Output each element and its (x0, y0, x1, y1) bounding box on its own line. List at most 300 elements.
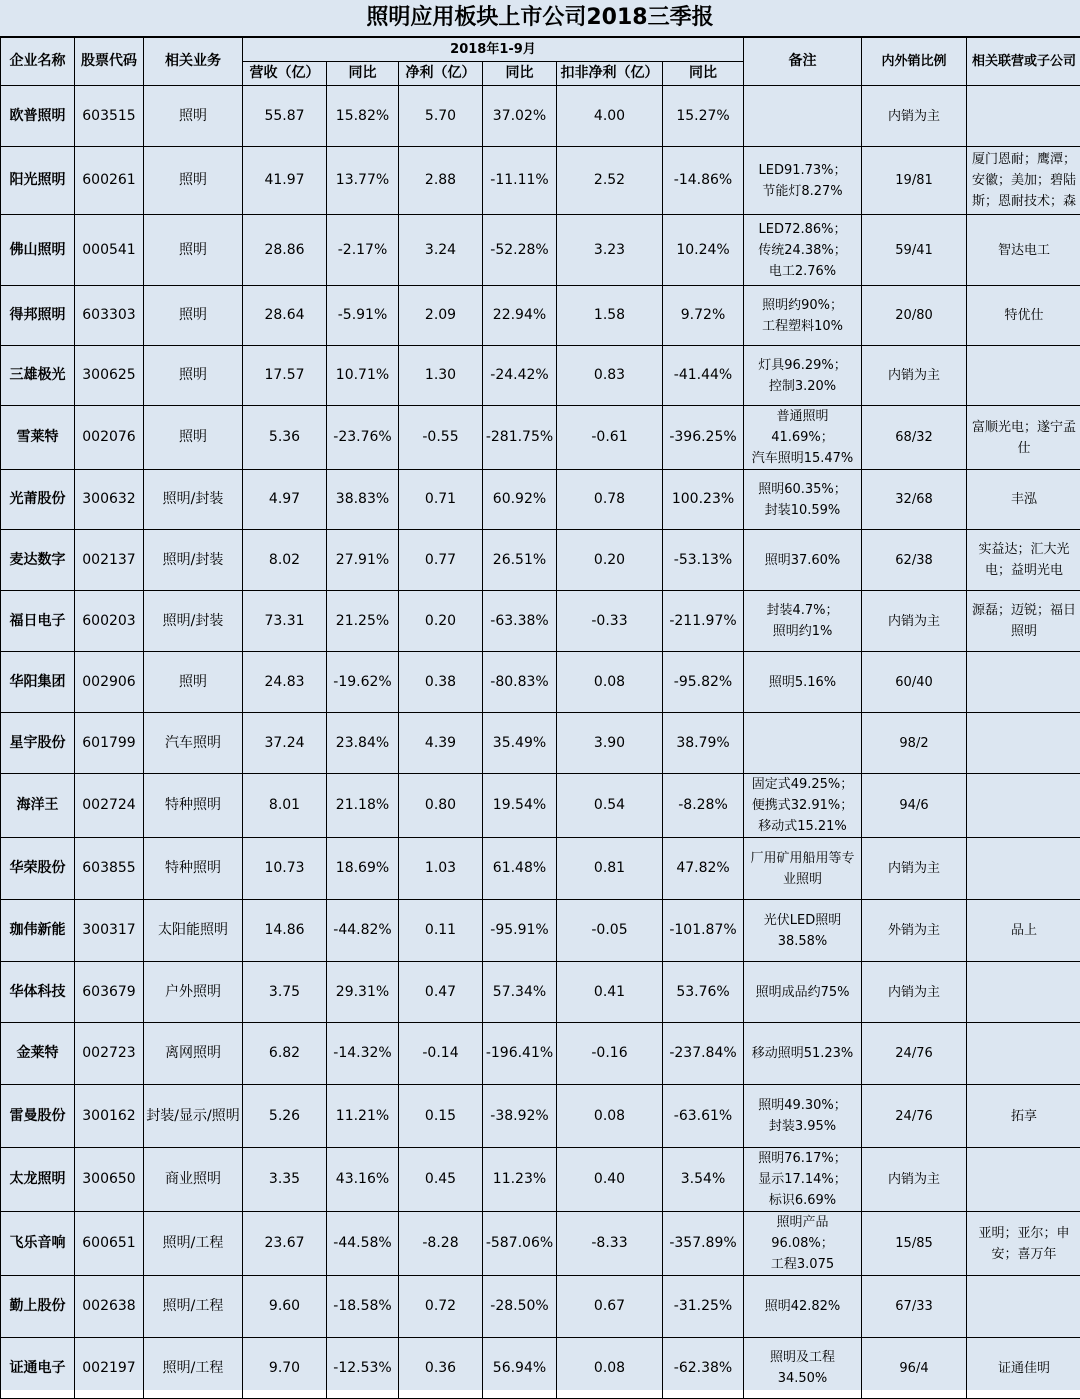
code-cell: 300317 (75, 900, 144, 962)
net-profit-cell: 1.30 (399, 346, 483, 406)
revenue-yoy-cell: 11.21% (327, 1085, 399, 1148)
revenue-yoy-cell: 21.25% (327, 591, 399, 652)
adj-net-profit-cell: 0.83 (557, 346, 663, 406)
revenue-yoy-cell: -18.58% (327, 1276, 399, 1338)
revenue-cell: 37.24 (243, 713, 327, 774)
adj-net-profit-yoy-cell: -95.82% (663, 652, 744, 713)
net-profit-cell: 0.47 (399, 962, 483, 1023)
adj-net-profit-yoy-cell: 53.76% (663, 962, 744, 1023)
table-row (1, 286, 1080, 346)
table-row (1, 962, 1080, 1023)
remarks-cell (744, 1023, 862, 1085)
domestic-export-cell: 24/76 (862, 1023, 967, 1085)
net-profit-cell: 0.77 (399, 530, 483, 591)
remarks-cell (744, 1212, 862, 1276)
net-profit-cell: 3.24 (399, 215, 483, 286)
adj-net-profit-yoy-cell: -237.84% (663, 1023, 744, 1085)
company-cell: 华荣股份 (1, 838, 75, 900)
company-cell: 阳光照明 (1, 147, 75, 215)
company-cell: 飞乐音响 (1, 1212, 75, 1276)
net-profit-cell: 0.71 (399, 470, 483, 530)
revenue-yoy-cell: -2.17% (327, 215, 399, 286)
table-row (1, 1338, 1080, 1399)
table-row (1, 591, 1080, 652)
net-profit-yoy-cell: 26.51% (483, 530, 557, 591)
affiliates-line: 实益达；汇大光 (969, 539, 1079, 560)
business-cell: 照明 (144, 652, 243, 713)
company-cell: 太龙照明 (1, 1148, 75, 1212)
header-company: 企业名称 (1, 38, 75, 86)
net-profit-cell: 0.15 (399, 1085, 483, 1148)
company-cell: 欧普照明 (1, 86, 75, 147)
remarks-cell (744, 1276, 862, 1338)
code-cell: 002638 (75, 1276, 144, 1338)
company-cell: 金莱特 (1, 1023, 75, 1085)
remarks-line: 照明5.16% (746, 672, 859, 693)
revenue-yoy-cell: 43.16% (327, 1148, 399, 1212)
remarks-line: 照明约90%； (746, 295, 859, 316)
business-cell: 照明 (144, 215, 243, 286)
revenue-cell: 24.83 (243, 652, 327, 713)
revenue-cell: 3.75 (243, 962, 327, 1023)
affiliates-cell (967, 1276, 1080, 1338)
code-cell: 000541 (75, 215, 144, 286)
adj-net-profit-cell: -0.05 (557, 900, 663, 962)
net-profit-yoy-cell: 37.02% (483, 86, 557, 147)
remarks-cell (744, 1338, 862, 1399)
header-code: 股票代码 (75, 38, 144, 86)
domestic-export-cell: 32/68 (862, 470, 967, 530)
company-cell: 三雄极光 (1, 346, 75, 406)
domestic-export-cell: 67/33 (862, 1276, 967, 1338)
adj-net-profit-cell: 0.78 (557, 470, 663, 530)
affiliates-line: 特优仕 (969, 305, 1079, 326)
remarks-line: 厂用矿用船用等专 (746, 848, 859, 869)
net-profit-cell: -0.55 (399, 406, 483, 470)
affiliates-line: 安；喜万年 (969, 1244, 1079, 1265)
revenue-yoy-cell: -12.53% (327, 1338, 399, 1399)
domestic-export-cell: 24/76 (862, 1085, 967, 1148)
net-profit-yoy-cell: 22.94% (483, 286, 557, 346)
net-profit-yoy-cell: -11.11% (483, 147, 557, 215)
affiliates-cell (967, 962, 1080, 1023)
business-cell: 汽车照明 (144, 713, 243, 774)
table-row (1, 406, 1080, 470)
code-cell: 300632 (75, 470, 144, 530)
business-cell: 照明/工程 (144, 1338, 243, 1399)
remarks-cell (744, 838, 862, 900)
remarks-line: 工程塑料10% (746, 316, 859, 337)
code-cell: 300625 (75, 346, 144, 406)
affiliates-cell (967, 1085, 1080, 1148)
header-affiliates: 相关联营或子公司 (967, 38, 1080, 86)
company-cell: 光莆股份 (1, 470, 75, 530)
adj-net-profit-cell: 0.41 (557, 962, 663, 1023)
revenue-yoy-cell: -23.76% (327, 406, 399, 470)
table-row (1, 86, 1080, 147)
revenue-cell: 8.01 (243, 774, 327, 838)
domestic-export-cell: 62/38 (862, 530, 967, 591)
domestic-export-cell: 内销为主 (862, 838, 967, 900)
revenue-yoy-cell: 10.71% (327, 346, 399, 406)
domestic-export-cell: 内销为主 (862, 962, 967, 1023)
revenue-yoy-cell: 27.91% (327, 530, 399, 591)
header-revenue-yoy: 同比 (327, 62, 399, 86)
table-row (1, 652, 1080, 713)
revenue-cell: 9.60 (243, 1276, 327, 1338)
adj-net-profit-cell: 0.54 (557, 774, 663, 838)
company-cell: 海洋王 (1, 774, 75, 838)
remarks-line: 业照明 (746, 869, 859, 890)
adj-net-profit-cell: 0.08 (557, 1338, 663, 1399)
net-profit-cell: -8.28 (399, 1212, 483, 1276)
company-cell: 星宇股份 (1, 713, 75, 774)
remarks-line: 工程3.075 (746, 1254, 859, 1275)
net-profit-yoy-cell: -80.83% (483, 652, 557, 713)
table-row (1, 470, 1080, 530)
company-cell: 珈伟新能 (1, 900, 75, 962)
net-profit-cell: -0.14 (399, 1023, 483, 1085)
revenue-cell: 28.86 (243, 215, 327, 286)
net-profit-yoy-cell: -95.91% (483, 900, 557, 962)
affiliates-cell (967, 1338, 1080, 1399)
remarks-line: 移动式15.21% (746, 816, 859, 837)
remarks-line: 节能灯8.27% (746, 181, 859, 202)
remarks-line: 光伏LED照明 (746, 910, 859, 931)
remarks-cell (744, 470, 862, 530)
revenue-yoy-cell: 21.18% (327, 774, 399, 838)
revenue-yoy-cell: 18.69% (327, 838, 399, 900)
revenue-yoy-cell: -5.91% (327, 286, 399, 346)
adj-net-profit-cell: 4.00 (557, 86, 663, 147)
adj-net-profit-cell: 0.08 (557, 1085, 663, 1148)
table-row (1, 713, 1080, 774)
code-cell: 002724 (75, 774, 144, 838)
affiliates-cell (967, 838, 1080, 900)
remarks-cell (744, 713, 862, 774)
remarks-cell (744, 147, 862, 215)
affiliates-line: 照明 (969, 621, 1079, 642)
net-profit-cell: 2.88 (399, 147, 483, 215)
domestic-export-cell: 外销为主 (862, 900, 967, 962)
adj-net-profit-yoy-cell: 15.27% (663, 86, 744, 147)
adj-net-profit-cell: 0.08 (557, 652, 663, 713)
revenue-yoy-cell: 23.84% (327, 713, 399, 774)
adj-net-profit-yoy-cell: -14.86% (663, 147, 744, 215)
affiliates-line: 厦门恩耐；鹰潭； (969, 149, 1079, 170)
affiliates-cell (967, 1023, 1080, 1085)
domestic-export-cell: 15/85 (862, 1212, 967, 1276)
revenue-cell: 6.82 (243, 1023, 327, 1085)
revenue-cell: 5.26 (243, 1085, 327, 1148)
domestic-export-cell: 内销为主 (862, 346, 967, 406)
table-row (1, 346, 1080, 406)
domestic-export-cell: 19/81 (862, 147, 967, 215)
adj-net-profit-yoy-cell: -211.97% (663, 591, 744, 652)
adj-net-profit-cell: 0.81 (557, 838, 663, 900)
remarks-line: 普通照明41.69%； (746, 406, 859, 448)
table-row (1, 1085, 1080, 1148)
company-cell: 华体科技 (1, 962, 75, 1023)
business-cell: 户外照明 (144, 962, 243, 1023)
table-row (1, 774, 1080, 838)
remarks-line: 电工2.76% (746, 261, 859, 282)
remarks-cell (744, 774, 862, 838)
remarks-line: 控制3.20% (746, 376, 859, 397)
remarks-line: 照明42.82% (746, 1296, 859, 1317)
net-profit-yoy-cell: 19.54% (483, 774, 557, 838)
revenue-cell: 55.87 (243, 86, 327, 147)
business-cell: 特种照明 (144, 774, 243, 838)
business-cell: 照明/工程 (144, 1212, 243, 1276)
revenue-yoy-cell: 15.82% (327, 86, 399, 147)
affiliates-line: 电；益明光电 (969, 560, 1079, 581)
revenue-cell: 3.35 (243, 1148, 327, 1212)
net-profit-cell: 0.72 (399, 1276, 483, 1338)
affiliates-line: 安徽；美加；碧陆 (969, 170, 1079, 191)
adj-net-profit-yoy-cell: -63.61% (663, 1085, 744, 1148)
net-profit-yoy-cell: -281.75% (483, 406, 557, 470)
remarks-cell (744, 1085, 862, 1148)
remarks-line: 灯具96.29%； (746, 355, 859, 376)
affiliates-cell (967, 406, 1080, 470)
remarks-line: 封装10.59% (746, 500, 859, 521)
affiliates-cell (967, 86, 1080, 147)
table-row (1, 1023, 1080, 1085)
adj-net-profit-yoy-cell: -8.28% (663, 774, 744, 838)
remarks-line: 照明约1% (746, 621, 859, 642)
net-profit-yoy-cell: 56.94% (483, 1338, 557, 1399)
earnings-table (0, 37, 1080, 1399)
affiliates-line: 智达电工 (969, 240, 1079, 261)
domestic-export-cell: 59/41 (862, 215, 967, 286)
code-cell: 002137 (75, 530, 144, 591)
affiliates-cell (967, 286, 1080, 346)
code-cell: 600651 (75, 1212, 144, 1276)
net-profit-yoy-cell: -52.28% (483, 215, 557, 286)
affiliates-line: 品上 (969, 920, 1079, 941)
domestic-export-cell: 96/4 (862, 1338, 967, 1399)
domestic-export-cell: 60/40 (862, 652, 967, 713)
affiliates-line: 斯；恩耐技术；森 (969, 191, 1079, 212)
net-profit-cell: 0.20 (399, 591, 483, 652)
domestic-export-cell: 68/32 (862, 406, 967, 470)
code-cell: 300650 (75, 1148, 144, 1212)
business-cell: 照明/封装 (144, 470, 243, 530)
business-cell: 特种照明 (144, 838, 243, 900)
net-profit-cell: 0.45 (399, 1148, 483, 1212)
header-net-profit-yoy: 同比 (483, 62, 557, 86)
remarks-line: 照明60.35%； (746, 479, 859, 500)
revenue-cell: 41.97 (243, 147, 327, 215)
net-profit-yoy-cell: -587.06% (483, 1212, 557, 1276)
adj-net-profit-yoy-cell: -62.38% (663, 1338, 744, 1399)
remarks-line: 标识6.69% (746, 1190, 859, 1211)
remarks-cell (744, 530, 862, 591)
adj-net-profit-cell: 0.20 (557, 530, 663, 591)
adj-net-profit-cell: 3.23 (557, 215, 663, 286)
adj-net-profit-yoy-cell: 47.82% (663, 838, 744, 900)
remarks-cell (744, 652, 862, 713)
business-cell: 照明/封装 (144, 530, 243, 591)
business-cell: 照明/工程 (144, 1276, 243, 1338)
adj-net-profit-yoy-cell: 38.79% (663, 713, 744, 774)
revenue-cell: 8.02 (243, 530, 327, 591)
header-domestic-export: 内外销比例 (862, 38, 967, 86)
net-profit-yoy-cell: -196.41% (483, 1023, 557, 1085)
remarks-cell (744, 962, 862, 1023)
revenue-cell: 9.70 (243, 1338, 327, 1399)
net-profit-yoy-cell: -24.42% (483, 346, 557, 406)
company-cell: 证通电子 (1, 1338, 75, 1399)
table-row (1, 1148, 1080, 1212)
affiliates-cell (967, 652, 1080, 713)
revenue-yoy-cell: 29.31% (327, 962, 399, 1023)
business-cell: 照明 (144, 406, 243, 470)
remarks-line: 固定式49.25%； (746, 774, 859, 795)
table-row (1, 900, 1080, 962)
net-profit-yoy-cell: 61.48% (483, 838, 557, 900)
header-business: 相关业务 (144, 38, 243, 86)
code-cell: 601799 (75, 713, 144, 774)
domestic-export-cell: 内销为主 (862, 591, 967, 652)
business-cell: 离网照明 (144, 1023, 243, 1085)
affiliates-cell (967, 1212, 1080, 1276)
affiliates-cell (967, 470, 1080, 530)
code-cell: 002723 (75, 1023, 144, 1085)
company-cell: 雷曼股份 (1, 1085, 75, 1148)
domestic-export-cell: 内销为主 (862, 86, 967, 147)
business-cell: 照明 (144, 346, 243, 406)
affiliates-cell (967, 713, 1080, 774)
adj-net-profit-cell: 3.90 (557, 713, 663, 774)
company-cell: 得邦照明 (1, 286, 75, 346)
affiliates-cell (967, 215, 1080, 286)
company-cell: 勤上股份 (1, 1276, 75, 1338)
header-adj-net-profit: 扣非净利（亿） (557, 62, 663, 86)
revenue-cell: 28.64 (243, 286, 327, 346)
affiliates-line: 亚明；亚尔；申 (969, 1223, 1079, 1244)
remarks-line: 显示17.14%； (746, 1169, 859, 1190)
business-cell: 商业照明 (144, 1148, 243, 1212)
remarks-line: 照明成品约75% (746, 982, 859, 1003)
net-profit-cell: 2.09 (399, 286, 483, 346)
affiliates-cell (967, 900, 1080, 962)
remarks-cell (744, 346, 862, 406)
remarks-cell (744, 1148, 862, 1212)
remarks-line: 照明37.60% (746, 550, 859, 571)
remarks-line: 封装3.95% (746, 1116, 859, 1137)
adj-net-profit-cell: 0.67 (557, 1276, 663, 1338)
adj-net-profit-yoy-cell: -53.13% (663, 530, 744, 591)
table-row (1, 838, 1080, 900)
code-cell: 002076 (75, 406, 144, 470)
net-profit-yoy-cell: 60.92% (483, 470, 557, 530)
adj-net-profit-yoy-cell: -41.44% (663, 346, 744, 406)
affiliates-cell (967, 530, 1080, 591)
code-cell: 002906 (75, 652, 144, 713)
net-profit-cell: 4.39 (399, 713, 483, 774)
net-profit-cell: 0.11 (399, 900, 483, 962)
remarks-line: 封装4.7%； (746, 600, 859, 621)
net-profit-yoy-cell: -38.92% (483, 1085, 557, 1148)
code-cell: 603515 (75, 86, 144, 147)
adj-net-profit-yoy-cell: 3.54% (663, 1148, 744, 1212)
revenue-cell: 23.67 (243, 1212, 327, 1276)
affiliates-line: 仕 (969, 438, 1079, 459)
remarks-line: 传统24.38%； (746, 240, 859, 261)
remarks-cell (744, 215, 862, 286)
net-profit-yoy-cell: 11.23% (483, 1148, 557, 1212)
header-period: 2018年1-9月 (243, 38, 744, 62)
remarks-cell (744, 286, 862, 346)
remarks-cell (744, 900, 862, 962)
table-row (1, 1276, 1080, 1338)
net-profit-yoy-cell: 57.34% (483, 962, 557, 1023)
adj-net-profit-yoy-cell: -357.89% (663, 1212, 744, 1276)
adj-net-profit-yoy-cell: -396.25% (663, 406, 744, 470)
code-cell: 603855 (75, 838, 144, 900)
remarks-cell (744, 591, 862, 652)
remarks-line: 照明及工程34.50% (746, 1347, 859, 1389)
adj-net-profit-cell: 2.52 (557, 147, 663, 215)
revenue-cell: 73.31 (243, 591, 327, 652)
adj-net-profit-yoy-cell: -31.25% (663, 1276, 744, 1338)
company-cell: 麦达数字 (1, 530, 75, 591)
business-cell: 照明/封装 (144, 591, 243, 652)
company-cell: 福日电子 (1, 591, 75, 652)
net-profit-cell: 5.70 (399, 86, 483, 147)
domestic-export-cell: 20/80 (862, 286, 967, 346)
table-row (1, 147, 1080, 215)
revenue-yoy-cell: -19.62% (327, 652, 399, 713)
table-row (1, 1212, 1080, 1276)
company-cell: 雪莱特 (1, 406, 75, 470)
net-profit-cell: 0.38 (399, 652, 483, 713)
revenue-yoy-cell: -14.32% (327, 1023, 399, 1085)
adj-net-profit-cell: -0.61 (557, 406, 663, 470)
affiliates-cell (967, 591, 1080, 652)
remarks-line: 汽车照明15.47% (746, 448, 859, 469)
net-profit-cell: 1.03 (399, 838, 483, 900)
business-cell: 照明 (144, 86, 243, 147)
business-cell: 照明 (144, 286, 243, 346)
remarks-cell (744, 86, 862, 147)
revenue-cell: 4.97 (243, 470, 327, 530)
table-row (1, 530, 1080, 591)
code-cell: 603303 (75, 286, 144, 346)
business-cell: 封装/显示/照明 (144, 1085, 243, 1148)
domestic-export-cell: 94/6 (862, 774, 967, 838)
business-cell: 照明 (144, 147, 243, 215)
revenue-cell: 14.86 (243, 900, 327, 962)
adj-net-profit-cell: -0.16 (557, 1023, 663, 1085)
revenue-cell: 17.57 (243, 346, 327, 406)
domestic-export-cell: 内销为主 (862, 1148, 967, 1212)
adj-net-profit-cell: 1.58 (557, 286, 663, 346)
table-body (1, 86, 1080, 1399)
remarks-line: 照明49.30%； (746, 1095, 859, 1116)
table-row (1, 215, 1080, 286)
adj-net-profit-yoy-cell: -101.87% (663, 900, 744, 962)
header-adj-net-profit-yoy: 同比 (663, 62, 744, 86)
business-cell: 太阳能照明 (144, 900, 243, 962)
net-profit-cell: 0.80 (399, 774, 483, 838)
remarks-line: 移动照明51.23% (746, 1043, 859, 1064)
net-profit-cell: 0.36 (399, 1338, 483, 1399)
adj-net-profit-cell: -0.33 (557, 591, 663, 652)
affiliates-cell (967, 1148, 1080, 1212)
